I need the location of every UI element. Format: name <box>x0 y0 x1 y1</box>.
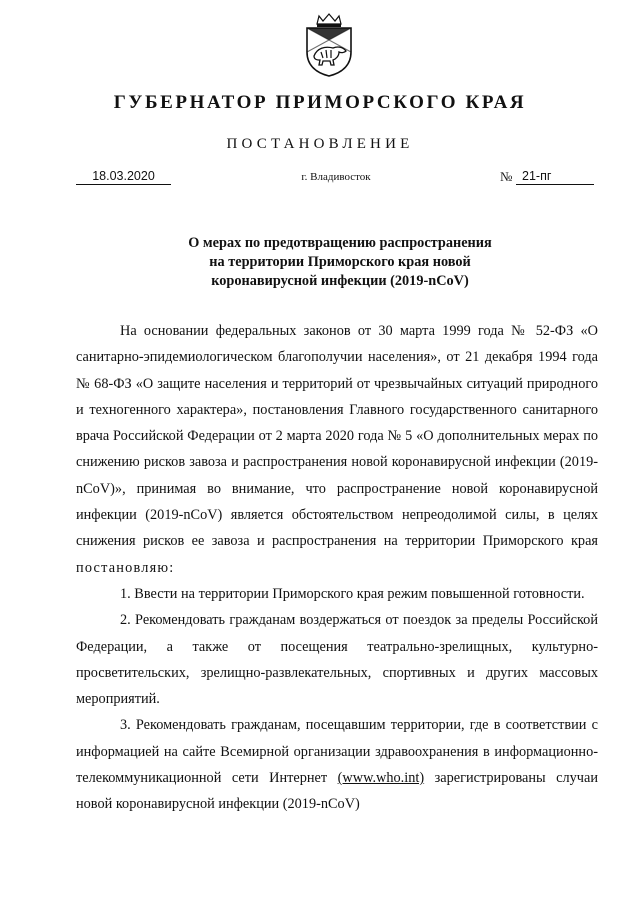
subject-line: коронавирусной инфекции (2019-nCoV) <box>211 273 469 289</box>
subject-line: О мерах по предотвращению распространения <box>188 235 492 251</box>
governor-title: ГУБЕРНАТОР ПРИМОРСКОГО КРАЯ <box>113 92 527 113</box>
document-city: г. Владивосток <box>301 171 371 183</box>
decree-word: постановляю: <box>76 559 175 576</box>
intro-text: На основании федеральных законов от 30 марта 1999 года № 52-ФЗ «О санитарно-эпидемиологическом благополучии населения», от 21 декабря 1994 года № 68-ФЗ «О защите населения и территорий от чрезвычайных ситуаций природного и техногенного характера», постановления Главного государственного санитарного врача Российской Федерации от 2 марта 2020 года № 5 «О дополнительных мерах по снижению рисков завоза и распространения новой коронавирусной инфекции (2019-nCoV)», принимая во внимание, что распространение новой коронавирусной инфекции (2019-nCoV) является обстоятельством непреодолимой силы, в целях снижения рисков ее завоза и распространения на территории Приморского края <box>76 323 598 550</box>
item-2: 2. Рекомендовать гражданам воздержаться от поездок за пределы Российской Федерации, а также от посещения театрально-зрелищных, культурно-просветительских, зрелищно-развлекательных, спортивных и других массовых мероприятий. <box>76 612 598 708</box>
subject-line: на территории Приморского края новой <box>209 254 471 270</box>
document-meta <box>0 169 640 191</box>
number-sign: № <box>500 169 513 184</box>
item-3 <box>76 712 598 817</box>
document-number: 21-пг <box>516 169 594 185</box>
who-link[interactable]: (www.who.int) <box>337 770 425 787</box>
document-date: 18.03.2020 <box>76 169 171 185</box>
document-type: ПОСТАНОВЛЕНИЕ <box>226 136 414 152</box>
item-1: 1. Ввести на территории Приморского края режим повышенной готовности. <box>120 585 585 602</box>
item-3-continuation: зарегистрированы случаи новой коронавирусной инфекции (2019-nCoV) <box>76 770 598 813</box>
document-body <box>76 318 598 818</box>
document-subject <box>150 234 530 291</box>
item-3-text: 3. Рекомендовать гражданам, посещавшим территории, где в соответствии с информацией на сайте Всемирной организации здравоохранения в информационно-телекоммуникационной сети Интернет <box>76 717 598 787</box>
intro-paragraph <box>76 318 598 581</box>
coat-of-arms-icon <box>303 12 355 78</box>
